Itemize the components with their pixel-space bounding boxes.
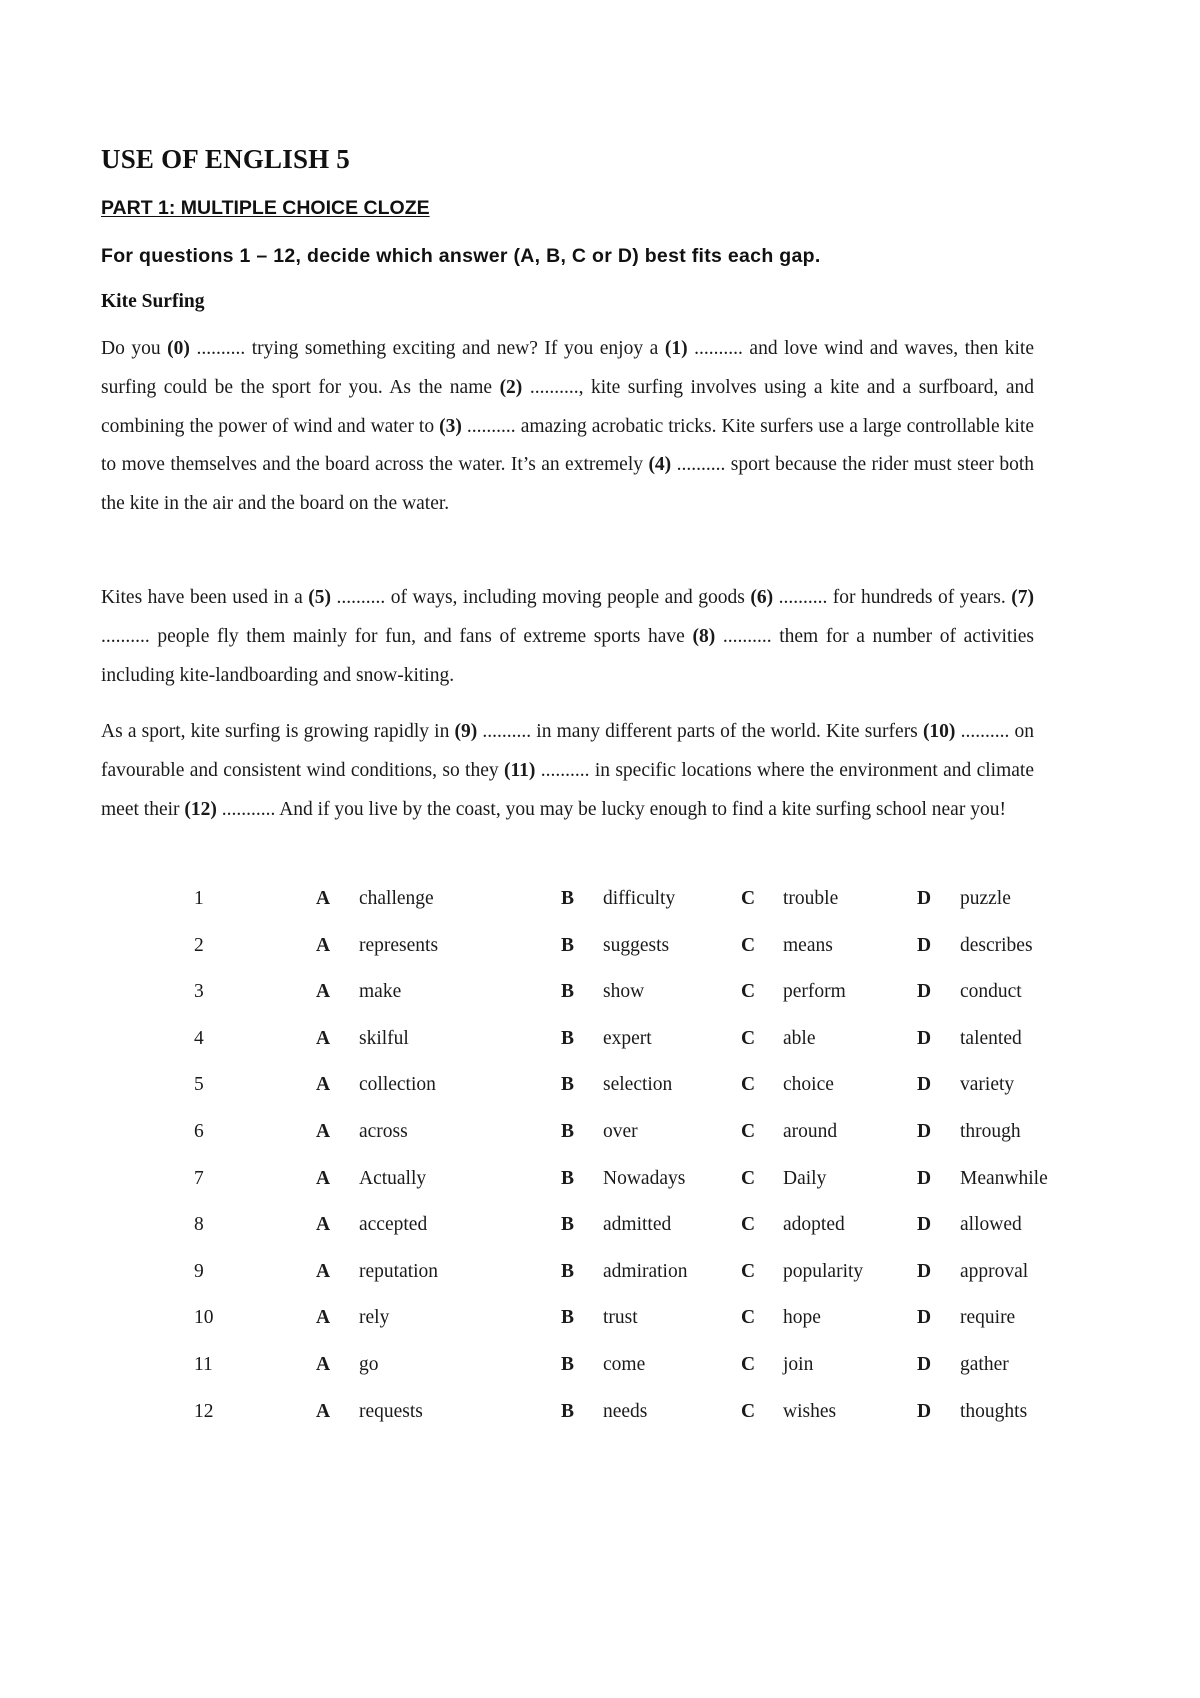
passage-paragraph-2: [101, 579, 1034, 695]
option-letter-b: B: [561, 1307, 575, 1329]
option-letter-c: C: [741, 888, 756, 909]
option-a: across: [359, 1120, 408, 1142]
option-letter-a: A: [316, 888, 331, 909]
gap-number: (1): [664, 338, 688, 359]
option-c: around: [783, 1120, 838, 1142]
passage-paragraph-3: [101, 713, 1034, 829]
option-b: difficulty: [603, 888, 676, 909]
option-letter-b: B: [561, 1214, 575, 1236]
option-letter-c: C: [741, 1214, 756, 1236]
passage-text: .......... and love wind and waves, then kite surfing could be the sport for you. As the name: [101, 338, 1034, 398]
option-row: [0, 1028, 1200, 1075]
option-b: Nowadays: [603, 1167, 686, 1189]
option-letter-d: D: [917, 1167, 932, 1189]
option-row: [0, 1401, 1200, 1448]
option-row: [0, 888, 1200, 935]
option-letter-c: C: [741, 1027, 756, 1049]
option-a: challenge: [359, 888, 434, 909]
passage-text: .......... people fly them mainly for fun, and fans of extreme sports have: [101, 625, 693, 647]
option-c: wishes: [783, 1400, 837, 1422]
option-letter-a: A: [316, 1214, 331, 1236]
option-letter-c: C: [741, 981, 756, 1003]
option-b: show: [603, 981, 645, 1003]
passage-text: .......... in many different parts of the world. Kite surfers: [477, 721, 923, 742]
option-c: able: [783, 1027, 816, 1049]
option-letter-c: C: [741, 934, 756, 956]
option-a: go: [359, 1353, 379, 1375]
option-row: [0, 1354, 1200, 1401]
option-letter-d: D: [917, 1353, 932, 1375]
gap-number: (12): [184, 798, 217, 820]
option-letter-d: D: [917, 1214, 932, 1236]
passage-text: ........... And if you live by the coast, you may be lucky enough to find a kite surfing school near you!: [216, 798, 1006, 820]
gap-number: (6): [750, 587, 774, 608]
passage-text: .......... of ways, including moving people and goods: [331, 587, 751, 608]
passage-text: .......... for hundreds of years.: [773, 587, 1012, 608]
option-letter-a: A: [316, 1400, 331, 1422]
question-number: 1: [194, 888, 204, 909]
question-number: 4: [194, 1027, 204, 1049]
option-letter-c: C: [741, 1400, 756, 1422]
option-c: Daily: [783, 1167, 827, 1189]
option-d: require: [960, 1307, 1016, 1329]
option-a: skilful: [359, 1027, 409, 1049]
passage-text: .........., kite surfing involves using a kite and a surfboard, and combining the power of wind and water to: [101, 376, 1034, 437]
option-d: puzzle: [960, 888, 1011, 909]
question-number: 9: [194, 1260, 204, 1282]
option-b: over: [603, 1120, 638, 1142]
option-b: selection: [603, 1074, 673, 1096]
option-b: needs: [603, 1400, 648, 1422]
option-a: collection: [359, 1074, 436, 1096]
option-d: talented: [960, 1027, 1022, 1049]
option-a: rely: [359, 1307, 390, 1329]
instructions: For questions 1 – 12, decide which answer (A, B, C or D) best fits each gap.: [101, 245, 821, 267]
option-row: [0, 935, 1200, 982]
option-d: gather: [960, 1353, 1009, 1375]
option-letter-c: C: [741, 1120, 756, 1142]
option-a: accepted: [359, 1214, 428, 1236]
option-letter-d: D: [917, 934, 932, 956]
option-letter-d: D: [917, 1307, 932, 1329]
option-d: describes: [960, 934, 1033, 956]
option-a: reputation: [359, 1260, 439, 1282]
option-letter-b: B: [561, 1120, 575, 1142]
passage-text: .......... sport because the rider must steer both the kite in the air and the board on the water.: [101, 454, 1034, 515]
gap-number: (2): [499, 376, 523, 398]
option-letter-a: A: [316, 1027, 331, 1049]
text-title: Kite Surfing: [101, 291, 205, 312]
option-d: conduct: [960, 981, 1022, 1003]
option-c: adopted: [783, 1214, 845, 1236]
passage-text: .......... amazing acrobatic tricks. Kite surfers use a large controllable kite to move themselves and the board across the water. It’s an extremely: [101, 415, 1034, 476]
part-heading: PART 1: MULTIPLE CHOICE CLOZE: [101, 197, 430, 219]
option-d: thoughts: [960, 1400, 1028, 1422]
option-c: trouble: [783, 888, 839, 909]
option-letter-d: D: [917, 981, 932, 1003]
option-row: [0, 1121, 1200, 1168]
passage-text: .......... them for a number of activities including kite-landboarding and snow-kiting.: [101, 625, 1034, 686]
passage-text: Kites have been used in a: [101, 587, 309, 608]
option-row: [0, 1261, 1200, 1308]
option-b: suggests: [603, 934, 670, 956]
passage-text: Do you: [101, 338, 168, 359]
option-b: come: [603, 1353, 646, 1375]
option-letter-a: A: [316, 1167, 331, 1189]
option-letter-b: B: [561, 1074, 575, 1096]
option-letter-a: A: [316, 1120, 331, 1142]
gap-number: (10): [922, 721, 956, 742]
option-letter-b: B: [561, 1260, 575, 1282]
option-letter-b: B: [561, 934, 575, 956]
question-number: 11: [194, 1353, 213, 1375]
option-letter-a: A: [316, 1307, 331, 1329]
answer-options-table: [0, 888, 1200, 1447]
option-row: [0, 1214, 1200, 1261]
option-letter-b: B: [561, 888, 575, 909]
gap-number: (9): [454, 721, 478, 742]
option-d: Meanwhile: [960, 1167, 1048, 1189]
question-number: 6: [194, 1120, 204, 1142]
option-c: perform: [783, 981, 846, 1003]
option-letter-c: C: [741, 1307, 756, 1329]
question-number: 3: [194, 981, 204, 1003]
option-letter-c: C: [741, 1074, 756, 1096]
option-d: approval: [960, 1260, 1029, 1282]
question-number: 5: [194, 1074, 204, 1096]
option-letter-a: A: [316, 1353, 331, 1375]
passage-text: As a sport, kite surfing is growing rapidly in: [101, 721, 455, 742]
passage-text: .......... trying something exciting and new? If you enjoy a: [189, 338, 665, 359]
option-a: Actually: [359, 1167, 427, 1189]
option-c: hope: [783, 1307, 821, 1329]
option-c: choice: [783, 1074, 834, 1096]
option-c: popularity: [783, 1260, 864, 1282]
question-number: 7: [194, 1167, 204, 1189]
option-b: expert: [603, 1027, 652, 1049]
passage-text: .......... in specific locations where the environment and climate meet their: [101, 759, 1034, 820]
option-d: variety: [960, 1074, 1015, 1096]
option-row: [0, 981, 1200, 1028]
option-c: join: [783, 1353, 814, 1375]
option-letter-a: A: [316, 981, 331, 1003]
option-letter-d: D: [917, 1260, 932, 1282]
passage-text: .......... on favourable and consistent wind conditions, so they: [101, 721, 1034, 781]
option-letter-c: C: [741, 1260, 756, 1282]
option-b: admitted: [603, 1214, 672, 1236]
option-letter-b: B: [561, 981, 575, 1003]
option-letter-d: D: [917, 1074, 932, 1096]
option-letter-c: C: [741, 1353, 756, 1375]
option-letter-a: A: [316, 1074, 331, 1096]
question-number: 10: [194, 1307, 214, 1329]
gap-number: (11): [503, 759, 536, 781]
page-title: USE OF ENGLISH 5: [101, 144, 351, 174]
option-letter-b: B: [561, 1027, 575, 1049]
option-letter-d: D: [917, 888, 932, 909]
option-b: admiration: [603, 1260, 688, 1282]
option-b: trust: [603, 1307, 638, 1329]
option-letter-c: C: [741, 1167, 756, 1189]
gap-number: (7): [1011, 587, 1034, 608]
gap-number: (5): [308, 587, 332, 608]
option-row: [0, 1168, 1200, 1215]
option-letter-d: D: [917, 1027, 932, 1049]
gap-number: (8): [692, 625, 716, 647]
option-row: [0, 1074, 1200, 1121]
option-letter-d: D: [917, 1120, 932, 1142]
option-letter-d: D: [917, 1400, 932, 1422]
question-number: 12: [194, 1400, 214, 1422]
option-a: requests: [359, 1400, 423, 1422]
option-a: represents: [359, 934, 439, 956]
question-number: 8: [194, 1214, 204, 1236]
option-a: make: [359, 981, 402, 1003]
gap-number: (4): [648, 454, 672, 476]
option-letter-a: A: [316, 1260, 331, 1282]
question-number: 2: [194, 934, 204, 956]
gap-number: (0): [167, 338, 190, 359]
passage-paragraph-1: [101, 330, 1034, 524]
option-letter-b: B: [561, 1167, 575, 1189]
gap-number: (3): [439, 415, 462, 437]
option-d: allowed: [960, 1214, 1022, 1236]
option-c: means: [783, 934, 833, 956]
option-d: through: [960, 1120, 1021, 1142]
option-row: [0, 1307, 1200, 1354]
option-letter-a: A: [316, 934, 331, 956]
option-letter-b: B: [561, 1400, 575, 1422]
option-letter-b: B: [561, 1353, 575, 1375]
